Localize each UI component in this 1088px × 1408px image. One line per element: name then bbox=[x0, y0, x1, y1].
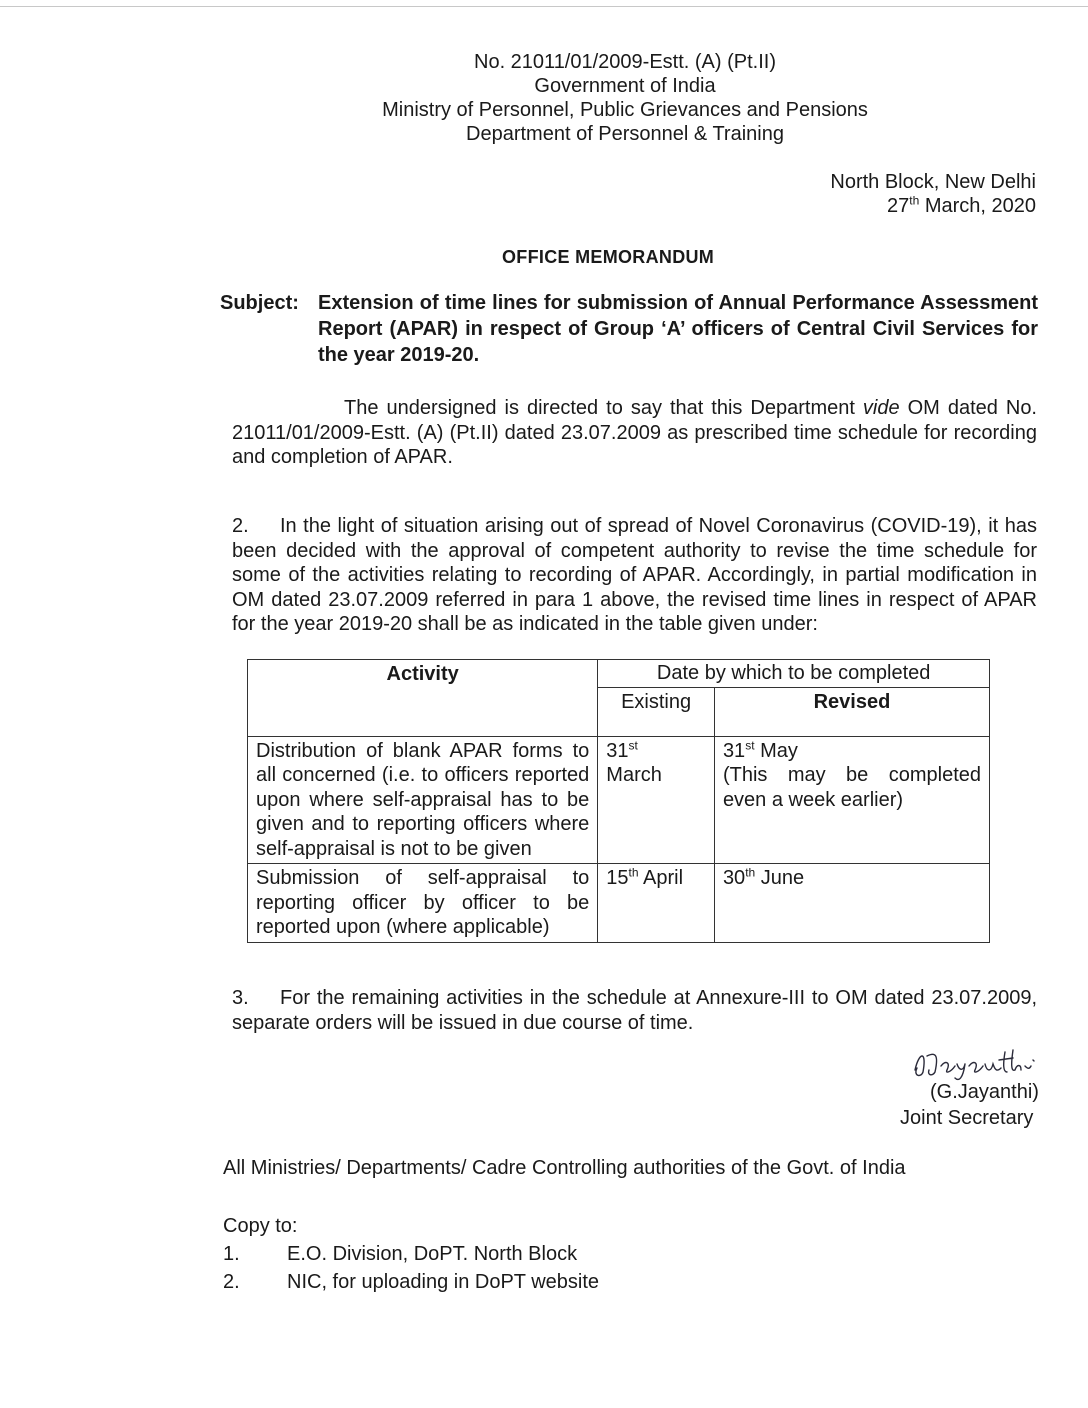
list-item: 2. NIC, for uploading in DoPT website bbox=[223, 1271, 600, 1293]
revised-cell: 30th June bbox=[714, 864, 989, 943]
copy-to-label: Copy to: bbox=[223, 1215, 298, 1237]
department-name: Department of Personnel & Training bbox=[466, 123, 784, 145]
scan-edge-line bbox=[0, 6, 1088, 7]
table-row bbox=[248, 736, 990, 864]
revised-cell: 31st May (This may be completed even a week earlier) bbox=[714, 736, 989, 864]
activity-cell: Distribution of blank APAR forms to all concerned (i.e. to officers reported upon where self-appraisal has to be given and to reporting officers where self-appraisal is not to be given bbox=[248, 736, 598, 864]
file-number: No. 21011/01/2009-Estt. (A) (Pt.II) bbox=[474, 51, 776, 73]
existing-header: Existing bbox=[598, 687, 715, 736]
existing-cell: 31st March bbox=[598, 736, 715, 864]
memo-date: 27th March, 2020 bbox=[887, 193, 1036, 217]
revised-header: Revised bbox=[714, 687, 989, 736]
paragraph-3: 3. For the remaining activities in the schedule at Annexure-III to OM dated 23.07.2009, separate orders will be issued in due course of time. bbox=[232, 987, 1037, 1034]
existing-cell: 15th April bbox=[598, 864, 715, 943]
date-header: Date by which to be completed bbox=[598, 660, 990, 688]
table-row bbox=[248, 864, 990, 943]
signature-scribble bbox=[905, 1042, 1045, 1082]
list-item: 1. E.O. Division, DoPT. North Block bbox=[223, 1243, 578, 1265]
government-name: Government of India bbox=[534, 75, 716, 97]
paragraph-2: 2. In the light of situation arising out of spread of Novel Coronavirus (COVID-19), it has been decided with the approval of competent authority to revise the time schedule for some of the activities relating to recording of APAR. Accordingly, in partial modification in OM dated 23.07.2009 referred in para 1 above, the revised time lines in respect of APAR for the year 2019-20 shall be as indicated in the table given under: bbox=[232, 515, 1037, 635]
distribution-line: All Ministries/ Departments/ Cadre Controlling authorities of the Govt. of India bbox=[223, 1157, 906, 1179]
memo-title: OFFICE MEMORANDUM bbox=[502, 247, 715, 267]
schedule-table bbox=[247, 659, 990, 943]
place: North Block, New Delhi bbox=[830, 171, 1036, 193]
signatory-name: (G.Jayanthi) bbox=[930, 1081, 1039, 1103]
ministry-name: Ministry of Personnel, Public Grievances and Pensions bbox=[382, 99, 868, 121]
subject-label: Subject: bbox=[220, 292, 299, 314]
subject-text: Extension of time lines for submission of Annual Performance Assessment Report (APAR) in respect of Group ‘A’ officers of Central Civil Services for the year 2019-20. bbox=[318, 292, 1038, 366]
activity-cell: Submission of self-appraisal to reporting officer by officer to be reported upon (where applicable) bbox=[248, 864, 598, 943]
table-header-row bbox=[248, 660, 990, 688]
signatory-designation: Joint Secretary bbox=[900, 1107, 1034, 1129]
paragraph-1: The undersigned is directed to say that this Department vide OM dated No. 21011/01/2009-Estt. (A) (Pt.II) dated 23.07.2009 as prescribed time schedule for recording and completion of APAR. bbox=[232, 397, 1037, 468]
activity-header: Activity bbox=[248, 660, 598, 737]
